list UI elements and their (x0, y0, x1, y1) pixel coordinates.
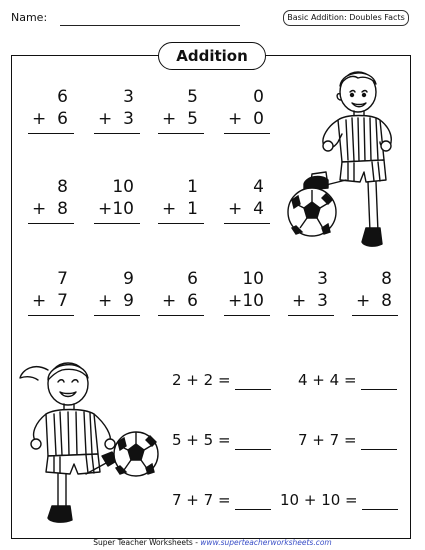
horizontal-problem (172, 430, 271, 450)
addend-top: 5 (187, 87, 198, 107)
horizontal-problem (298, 370, 397, 390)
answer-rule[interactable] (28, 133, 74, 134)
name-field-line[interactable] (60, 25, 240, 26)
vertical-problem (98, 268, 142, 318)
addend-top: 7 (57, 269, 68, 289)
plus-sign: + (162, 109, 177, 129)
answer-rule[interactable] (94, 133, 140, 134)
plus-sign: + (32, 109, 47, 129)
equation-text: 5 + 5 = (172, 431, 231, 449)
answer-rule[interactable] (224, 223, 270, 224)
addend-top: 10 (242, 269, 264, 289)
plus-sign: + (228, 109, 243, 129)
vertical-problem (32, 86, 76, 136)
addend-bottom: 3 (123, 109, 134, 129)
footer-brand: Super Teacher Worksheets (93, 538, 193, 547)
addend-top: 9 (123, 269, 134, 289)
addend-top: 1 (187, 177, 198, 197)
addend-bottom: 10 (112, 199, 134, 219)
vertical-problem (98, 86, 142, 136)
answer-blank[interactable] (235, 435, 271, 450)
addend-top: 3 (317, 269, 328, 289)
addend-top: 8 (57, 177, 68, 197)
name-label: Name: (11, 11, 48, 24)
plus-sign: + (162, 291, 177, 311)
addend-top: 6 (57, 87, 68, 107)
footer-url-link[interactable]: www.superteacherworksheets.com (200, 538, 332, 547)
plus-sign: + (32, 291, 47, 311)
addend-top: 3 (123, 87, 134, 107)
answer-blank[interactable] (235, 375, 271, 390)
answer-blank[interactable] (361, 435, 397, 450)
addend-bottom: 1 (187, 199, 198, 219)
horizontal-problem (172, 370, 271, 390)
vertical-problem (98, 176, 142, 226)
addend-bottom: 7 (57, 291, 68, 311)
vertical-problem (162, 268, 206, 318)
addend-bottom: 8 (57, 199, 68, 219)
horizontal-problem (298, 430, 397, 450)
addend-top: 6 (187, 269, 198, 289)
plus-sign: + (292, 291, 307, 311)
plus-sign: + (98, 291, 113, 311)
addend-top: 0 (253, 87, 264, 107)
addend-bottom: 9 (123, 291, 134, 311)
answer-rule[interactable] (288, 315, 334, 316)
vertical-problem (292, 268, 336, 318)
addend-bottom: 8 (381, 291, 392, 311)
equation-text: 7 + 7 = (172, 491, 231, 509)
answer-rule[interactable] (94, 223, 140, 224)
addend-bottom: 4 (253, 199, 264, 219)
equation-text: 10 + 10 = (280, 491, 358, 509)
horizontal-problem (172, 490, 271, 510)
answer-rule[interactable] (224, 133, 270, 134)
page-title: Addition (158, 42, 266, 70)
plus-sign: + (32, 199, 47, 219)
worksheet-tag: Basic Addition: Doubles Facts (283, 10, 409, 26)
vertical-problem (228, 268, 272, 318)
boy-soccer-player-illustration (282, 62, 402, 254)
answer-rule[interactable] (352, 315, 398, 316)
equation-text: 2 + 2 = (172, 371, 231, 389)
addend-bottom: 0 (253, 109, 264, 129)
equation-text: 7 + 7 = (298, 431, 357, 449)
addend-bottom: 6 (187, 291, 198, 311)
addend-top: 4 (253, 177, 264, 197)
plus-sign: + (356, 291, 371, 311)
plus-sign: + (162, 199, 177, 219)
footer (0, 538, 425, 547)
plus-sign: + (228, 291, 243, 311)
addend-bottom: 5 (187, 109, 198, 129)
addend-top: 8 (381, 269, 392, 289)
addend-bottom: 10 (242, 291, 264, 311)
plus-sign: + (98, 109, 113, 129)
vertical-problem (228, 176, 272, 226)
addend-bottom: 6 (57, 109, 68, 129)
answer-blank[interactable] (362, 495, 398, 510)
answer-blank[interactable] (361, 375, 397, 390)
horizontal-problem (280, 490, 398, 510)
addend-top: 10 (112, 177, 134, 197)
answer-rule[interactable] (224, 315, 270, 316)
vertical-problem (162, 86, 206, 136)
plus-sign: + (98, 199, 113, 219)
answer-blank[interactable] (235, 495, 271, 510)
equation-text: 4 + 4 = (298, 371, 357, 389)
vertical-problem (32, 268, 76, 318)
footer-separator: - (192, 538, 201, 547)
answer-rule[interactable] (158, 315, 204, 316)
answer-rule[interactable] (158, 223, 204, 224)
answer-rule[interactable] (28, 315, 74, 316)
answer-rule[interactable] (158, 133, 204, 134)
addend-bottom: 3 (317, 291, 328, 311)
vertical-problem (32, 176, 76, 226)
vertical-problem (162, 176, 206, 226)
answer-rule[interactable] (94, 315, 140, 316)
vertical-problem (228, 86, 272, 136)
answer-rule[interactable] (28, 223, 74, 224)
girl-soccer-player-illustration (12, 352, 176, 532)
plus-sign: + (228, 199, 243, 219)
vertical-problem (356, 268, 400, 318)
